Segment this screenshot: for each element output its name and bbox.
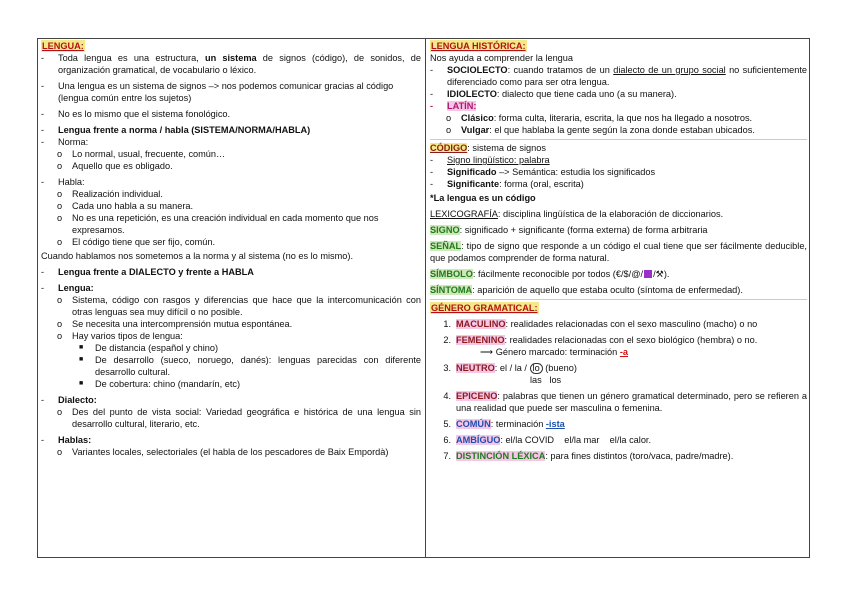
- list-item: - Toda lengua es una estructura, un sistema de signos (código), de sonidos, de organización gramatical, de vocabulario o léxico.: [41, 53, 421, 75]
- marcado-note: ⟶ Género marcado: terminación -a: [480, 347, 628, 357]
- sub-item: o Aquello que es obligado.: [57, 161, 173, 171]
- list-item: - Hablas:: [41, 435, 92, 445]
- list-item: 5. COMÚN: terminación -ista: [443, 419, 565, 429]
- sub-item: o Sistema, código con rasgos y diferencias que hace que la intercomunicación con otras lenguas sea muy difícil o no posible.: [57, 295, 421, 317]
- sub-item: o Hay varios tipos de lengua:: [57, 331, 183, 341]
- sub-item: o Cada uno habla a su manera.: [57, 201, 194, 211]
- sub-item: o No es una repetición, es una creación individual en cada momento que nos expresamos.: [57, 213, 379, 235]
- sub-item: o Se necesita una intercomprensión mutua espontánea.: [57, 319, 293, 329]
- paragraph: Cuando hablamos nos sometemos a la norma y al sistema (no es lo mismo).: [41, 251, 353, 261]
- toilet-symbol-icon: [644, 270, 652, 278]
- paragraph: *La lengua es un código: [430, 193, 536, 203]
- left-column: [38, 39, 426, 557]
- lengua-title: LENGUA:: [42, 41, 84, 51]
- sub-item: o Vulgar: el que hablaba la gente según la zona donde estaban ubicados.: [446, 125, 755, 135]
- codigo-label: CÓDIGO: [430, 143, 468, 153]
- list-item: - IDIOLECTO: dialecto que tiene cada uno (a su manera).: [430, 89, 677, 99]
- list-item: 7. DISTINCIÓN LÉXICA: para fines distintos (toro/vaca, padre/madre).: [443, 451, 734, 461]
- paragraph: Nos ayuda a comprender la lengua: [430, 53, 574, 63]
- sub-item: o Clásico: forma culta, literaria, escrita, la que nos ha llegado a nosotros.: [446, 113, 753, 123]
- signo-label: SIGNO: [430, 225, 460, 235]
- lengua-historica-title: LENGUA HISTÓRICA:: [431, 41, 526, 51]
- list-item: - No es lo mismo que el sistema fonológico.: [41, 109, 231, 119]
- sub-sub-item: ■ De distancia (español y chino): [79, 343, 219, 353]
- list-item: - SOCIOLECTO: cuando tratamos de un dialecto de un grupo social no suficientemente diferenciado como para ser otra lengua.: [430, 65, 807, 87]
- list-item: - Habla:: [41, 177, 85, 187]
- list-item: - Norma:: [41, 137, 89, 147]
- simbolo-label: SÍMBOLO: [430, 269, 473, 279]
- list-item: 1. MACULINO: realidades relacionadas con el sexo masculino (macho) o no: [443, 319, 758, 329]
- sub-item: o El código tiene que ser fijo, común.: [57, 237, 215, 247]
- list-item: - Dialecto:: [41, 395, 97, 405]
- list-item: - LATÍN:: [430, 101, 477, 111]
- sub-sub-item: ■ De desarrollo (sueco, noruego, danés): lenguas parecidas con diferente desarrollo cultural.: [79, 355, 421, 377]
- senal-label: SEÑAL: [430, 241, 462, 251]
- arrow-right-icon: ⟶: [480, 347, 494, 357]
- sub-item: o Des del punto de vista social: Variedad geográfica e histórica de una lengua sin desarrollo cultural, literario, etc.: [57, 407, 421, 429]
- list-item: 3. NEUTRO: el / la / lo (bueno): [443, 363, 577, 373]
- plural-note: las los: [530, 375, 562, 385]
- latin-label: LATÍN:: [447, 101, 477, 111]
- list-item: - Signo lingüístico: palabra: [430, 155, 550, 165]
- list-item: 4. EPICENO: palabras que tienen un género gramatical determinado, pero se refieren a una realidad que puede ser masculina o femenina.: [443, 391, 807, 413]
- sintoma-label: SÍNTOMA: [430, 285, 473, 295]
- sub-item: o Variantes locales, selectoriales (el habla de los pescadores de Baix Empordà): [57, 447, 389, 457]
- list-item: - Lengua frente a norma / habla (SISTEMA/NORMA/HABLA): [41, 125, 311, 135]
- list-item: 2. FEMENINO: realidades relacionadas con el sexo biológico (hembra) o no.: [443, 335, 758, 345]
- document-page: [37, 38, 810, 558]
- right-column: LENGUA HISTÓRICA: Nos ayuda a comprender la lengua - SOCIOLECTO: cuando tratamos de un dialecto de un grupo social no suficientemente diferenciado como para ser otra lengua. - IDIOLECTO: dialecto que tiene cada uno (a su manera). - LATÍN: o Clásico: forma culta, literaria, escrita, la que nos ha llegado a nosotros. o Vulgar: el que hablaba la gente según la zona donde estaban ubicados. CÓDIGO: sistema de signos - Signo lingüístico: palabra - Significado –> Semántica: estudia los significados - Significante: forma (oral, escrita) *La lengua es un código LEXICOGRAFÍA: disciplina lingüística de la elaboración de diccionarios. SIGNO: significado + significante (forma externa) de forma arbitraria SEÑAL: tipo de signo que responde a un código el cual tiene que ser fácilmente deducible, que podamos comprender de forma natural. SÍMBOLO: fácilmente reconocible por todos (€/$/@/ /⚒). SÍNTOMA: aparición de aquello que estaba oculto (síntoma de enfermedad). GÉNERO GRAMATICAL: 1. MACULINO: realidades relacionadas con el sexo masculino (macho) o no 2. FEMENINO: realidades relacionadas con el sexo biológico (hembra) o no. ⟶ Género marcado: terminación -a 3. NEUTRO: el / la / lo (bueno) las los 4. EPICENO: palabras que tienen un género gramatical determinado, pero se refieren a una realidad que puede ser masculina o femenina. 5. COMÚN: terminación -ista 6. AMBÍGUO: el/la COVID el/la mar el/la calor. 7. DISTINCIÓN LÉXICA: para fines distintos (toro/vaca, padre/madre).: [430, 41, 807, 461]
- list-item: 6. AMBÍGUO: el/la COVID el/la mar el/la calor.: [443, 435, 652, 445]
- sub-item: o Lo normal, usual, frecuente, común…: [57, 149, 226, 159]
- list-item: - Significante: forma (oral, escrita): [430, 179, 584, 189]
- list-item: - Significado –> Semántica: estudia los significados: [430, 167, 656, 177]
- sub-sub-item: ■ De cobertura: chino (mandarín, etc): [79, 379, 241, 389]
- list-item: - Lengua frente a DIALECTO y frente a HABLA: [41, 267, 254, 277]
- list-item: - Lengua:: [41, 283, 94, 293]
- sub-item: o Realización individual.: [57, 189, 163, 199]
- list-item: - Una lengua es un sistema de signos –> nos podemos comunicar gracias al código (lengua común entre los sujetos): [41, 81, 394, 103]
- genero-title: GÉNERO GRAMATICAL:: [431, 303, 538, 313]
